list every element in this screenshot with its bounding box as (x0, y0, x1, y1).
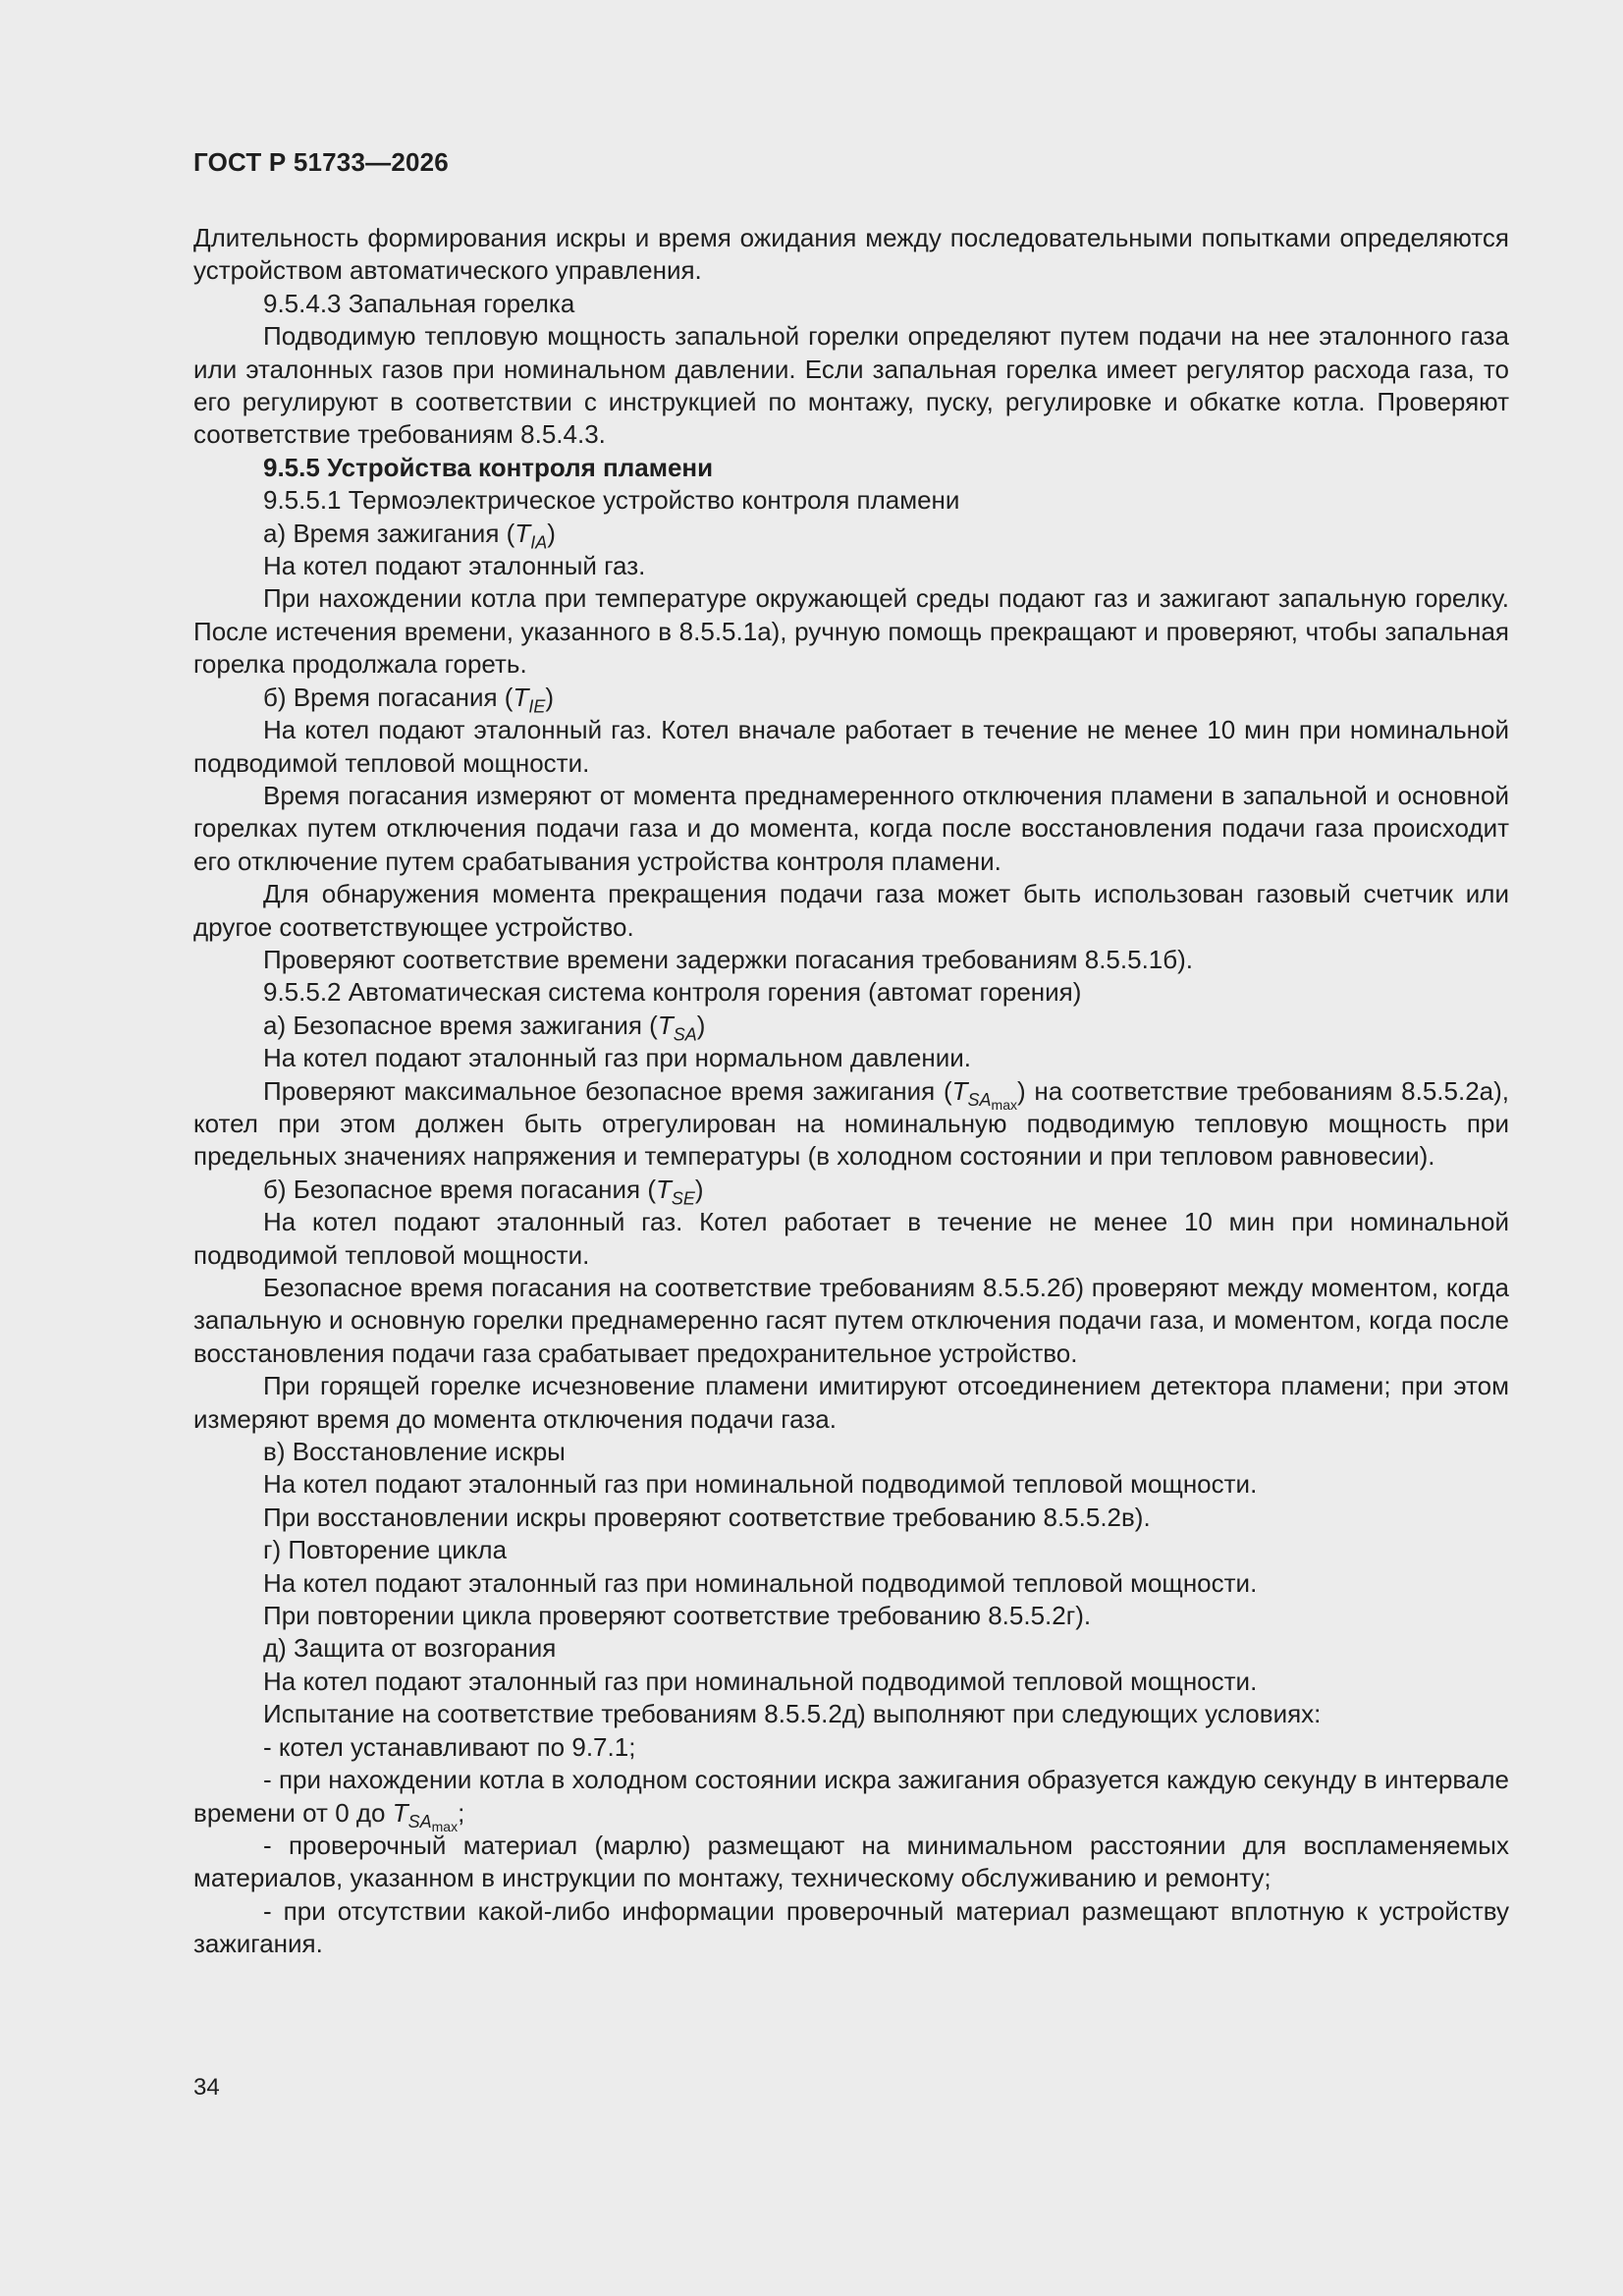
paragraph-text: Проверяют максимальное безопасное время зажигания ( (263, 1075, 952, 1106)
paragraph-p2 (193, 320, 1509, 452)
paragraph-text: На котел подают эталонный газ при номинальной подводимой тепловой мощности. (263, 1567, 1258, 1598)
paragraph-p19 (193, 1272, 1509, 1370)
paragraph-text: Время погасания измеряют от момента преднамеренного отключения пламени в запальной и основной горелках путем отключения подачи газа и до момента, когда после восстановления подачи газа происходит его отключение путем срабатывания устройства контроля пламени. (193, 780, 1509, 876)
paragraph-text: При нахождении котла при температуре окружающей среды подают газ и зажигают запальную горелку. После истечения времени, указанного в 8.5.5.1а), ручную помощь прекращают и проверяют, чтобы запальная горелка продолжала гореть. (193, 583, 1509, 680)
document-body (193, 222, 1509, 1961)
paragraph-p29 (193, 1698, 1509, 1730)
paragraph-p30 (193, 1731, 1509, 1764)
paragraph-text: в) Восстановление искры (263, 1437, 566, 1467)
paragraph-text-after: ) (545, 682, 555, 712)
symbol-subscript (407, 1811, 459, 1834)
paragraph-text: На котел подают эталонный газ при номинальной подводимой тепловой мощности. (263, 1469, 1258, 1500)
symbol: T (513, 682, 529, 712)
paragraph-text-after: ; (458, 1797, 465, 1828)
paragraph-text: - проверочный материал (марлю) размещают на минимальном расстоянии для воспламеняемых материалов, указанном в инструкции по монтажу, техническому обслуживанию и ремонту; (193, 1830, 1509, 1893)
subscript-text: IE (528, 695, 546, 716)
subscript-text: IA (530, 531, 548, 552)
document-header: ГОСТ Р 51733—2026 (193, 147, 449, 177)
paragraph-text: Проверяют соответствие времени задержки погасания требованиям 8.5.5.1б). (263, 944, 1194, 974)
paragraph-text: - при отсутствии какой-либо информации проверочный материал размещают вплотную к устройству зажигания. (193, 1895, 1509, 1959)
symbol: T (951, 1075, 968, 1106)
paragraph-p13 (193, 976, 1509, 1009)
paragraph-text: а) Время зажигания ( (263, 518, 515, 548)
paragraph-text: Безопасное время погасания на соответствие требованиям 8.5.5.2б) проверяют между моментом, когда запальную и основную горелки преднамеренно гасят путем отключения подачи газа, и моментом, когда после восстановления подачи газа срабатывает предохранительное устройство. (193, 1273, 1509, 1368)
paragraph-p3 (193, 452, 1509, 484)
paragraph-text: 9.5.5.2 Автоматическая система контроля горения (автомат горения) (263, 977, 1082, 1008)
paragraph-text: г) Повторение цикла (263, 1535, 508, 1565)
paragraph-text: - котел устанавливают по 9.7.1; (263, 1731, 636, 1762)
paragraph-p9 (193, 714, 1509, 780)
paragraph-text: Длительность формирования искры и время ожидания между последовательными попытками определяются устройством автоматического управления. (193, 223, 1509, 286)
symbol-subscript (530, 532, 547, 552)
paragraph-text: б) Время погасания ( (263, 682, 514, 712)
symbol: T (392, 1797, 408, 1828)
paragraph-text: Подводимую тепловую мощность запальной горелки определяют путем подачи на нее эталонного газа или эталонных газов при номинальном давлении. Если запальная горелка имеет регулятор расхода газа, то его регулируют в соответствии с инструкцией по монтажу, пуску, регулировке и обкатке котла. Проверяют соответствие требованиям 8.5.4.3. (193, 321, 1509, 450)
paragraph-p12 (193, 944, 1509, 976)
subscript-text: SA (673, 1024, 697, 1045)
paragraph-text: 9.5.5 Устройства контроля пламени (263, 452, 714, 482)
paragraph-p7 (193, 582, 1509, 681)
paragraph-p8 (193, 682, 1509, 714)
paragraph-text: а) Безопасное время зажигания ( (263, 1010, 658, 1040)
paragraph-text: На котел подают эталонный газ при номинальной подводимой тепловой мощности. (263, 1666, 1258, 1696)
paragraph-p21 (193, 1436, 1509, 1468)
paragraph-text: - при нахождении котла в холодном состоянии искра зажигания образуется каждую секунду в интервале времени от 0 до (193, 1765, 1509, 1828)
subscript-text: SA (967, 1089, 992, 1110)
paragraph-text: б) Безопасное время погасания ( (263, 1174, 656, 1204)
paragraph-p22 (193, 1468, 1509, 1501)
paragraph-p32 (193, 1830, 1509, 1895)
symbol: T (657, 1010, 674, 1040)
paragraph-text: д) Защита от возгорания (263, 1633, 557, 1664)
paragraph-text-after: ) (694, 1174, 704, 1204)
page-number: 34 (193, 2074, 220, 2101)
subscript-text: SA (407, 1811, 432, 1831)
symbol-subscript (528, 696, 545, 716)
paragraph-p26 (193, 1600, 1509, 1632)
paragraph-p33 (193, 1895, 1509, 1961)
paragraph-p31 (193, 1764, 1509, 1834)
paragraph-p17 (193, 1174, 1509, 1209)
symbol: T (514, 518, 531, 548)
symbol-subscript (674, 1024, 697, 1044)
paragraph-p4 (193, 484, 1509, 517)
paragraph-text-after: ) (547, 518, 556, 548)
paragraph-text: На котел подают эталонный газ при нормальном давлении. (263, 1043, 971, 1073)
paragraph-text: 9.5.4.3 Запальная горелка (263, 288, 575, 318)
paragraph-p27 (193, 1632, 1509, 1665)
subscript-max: max (991, 1097, 1017, 1114)
symbol-subscript (967, 1089, 1017, 1114)
paragraph-p5 (193, 518, 1509, 550)
paragraph-text: На котел подают эталонный газ. Котел работает в течение не менее 10 мин при номинальной подводимой тепловой мощности. (193, 1207, 1509, 1270)
symbol-subscript (672, 1188, 695, 1208)
paragraph-p24 (193, 1534, 1509, 1566)
paragraph-text-after: ) (696, 1010, 706, 1040)
paragraph-p23 (193, 1502, 1509, 1534)
paragraph-p10 (193, 780, 1509, 878)
paragraph-p0 (193, 222, 1509, 288)
paragraph-p14 (193, 1010, 1509, 1045)
paragraph-text: Для обнаружения момента прекращения подачи газа может быть использован газовый счетчик или другое соответствующее устройство. (193, 879, 1509, 942)
paragraph-p16 (193, 1075, 1509, 1174)
paragraph-text: На котел подают эталонный газ. Котел вначале работает в течение не менее 10 мин при номинальной подводимой тепловой мощности. (193, 715, 1509, 778)
paragraph-text: Испытание на соответствие требованиям 8.5.5.2д) выполняют при следующих условиях: (263, 1699, 1322, 1729)
paragraph-p20 (193, 1370, 1509, 1436)
paragraph-text: При восстановлении искры проверяют соответствие требованию 8.5.5.2в). (263, 1502, 1151, 1532)
subscript-max: max (431, 1818, 459, 1834)
paragraph-text: На котел подают эталонный газ. (263, 551, 646, 581)
paragraph-text-after: ) на соответствие требованиям 8.5.5.2а), котел при этом должен быть отрегулирован на номинальную подводимую тепловую мощность при предельных значениях напряжения и температуры (в холодном состоянии и при тепловом равновесии). (193, 1075, 1510, 1172)
paragraph-p11 (193, 878, 1509, 944)
subscript-text: SE (671, 1188, 695, 1209)
symbol: T (655, 1174, 672, 1204)
paragraph-p25 (193, 1567, 1509, 1600)
paragraph-p1 (193, 288, 1509, 320)
paragraph-text: При повторении цикла проверяют соответствие требованию 8.5.5.2г). (263, 1601, 1092, 1631)
paragraph-p18 (193, 1206, 1509, 1272)
paragraph-p28 (193, 1666, 1509, 1698)
paragraph-text: При горящей горелке исчезновение пламени имитируют отсоединением детектора пламени; при этом измеряют время до момента отключения подачи газа. (193, 1371, 1509, 1434)
paragraph-text: 9.5.5.1 Термоэлектрическое устройство контроля пламени (263, 485, 960, 516)
paragraph-p6 (193, 550, 1509, 582)
paragraph-p15 (193, 1042, 1509, 1074)
